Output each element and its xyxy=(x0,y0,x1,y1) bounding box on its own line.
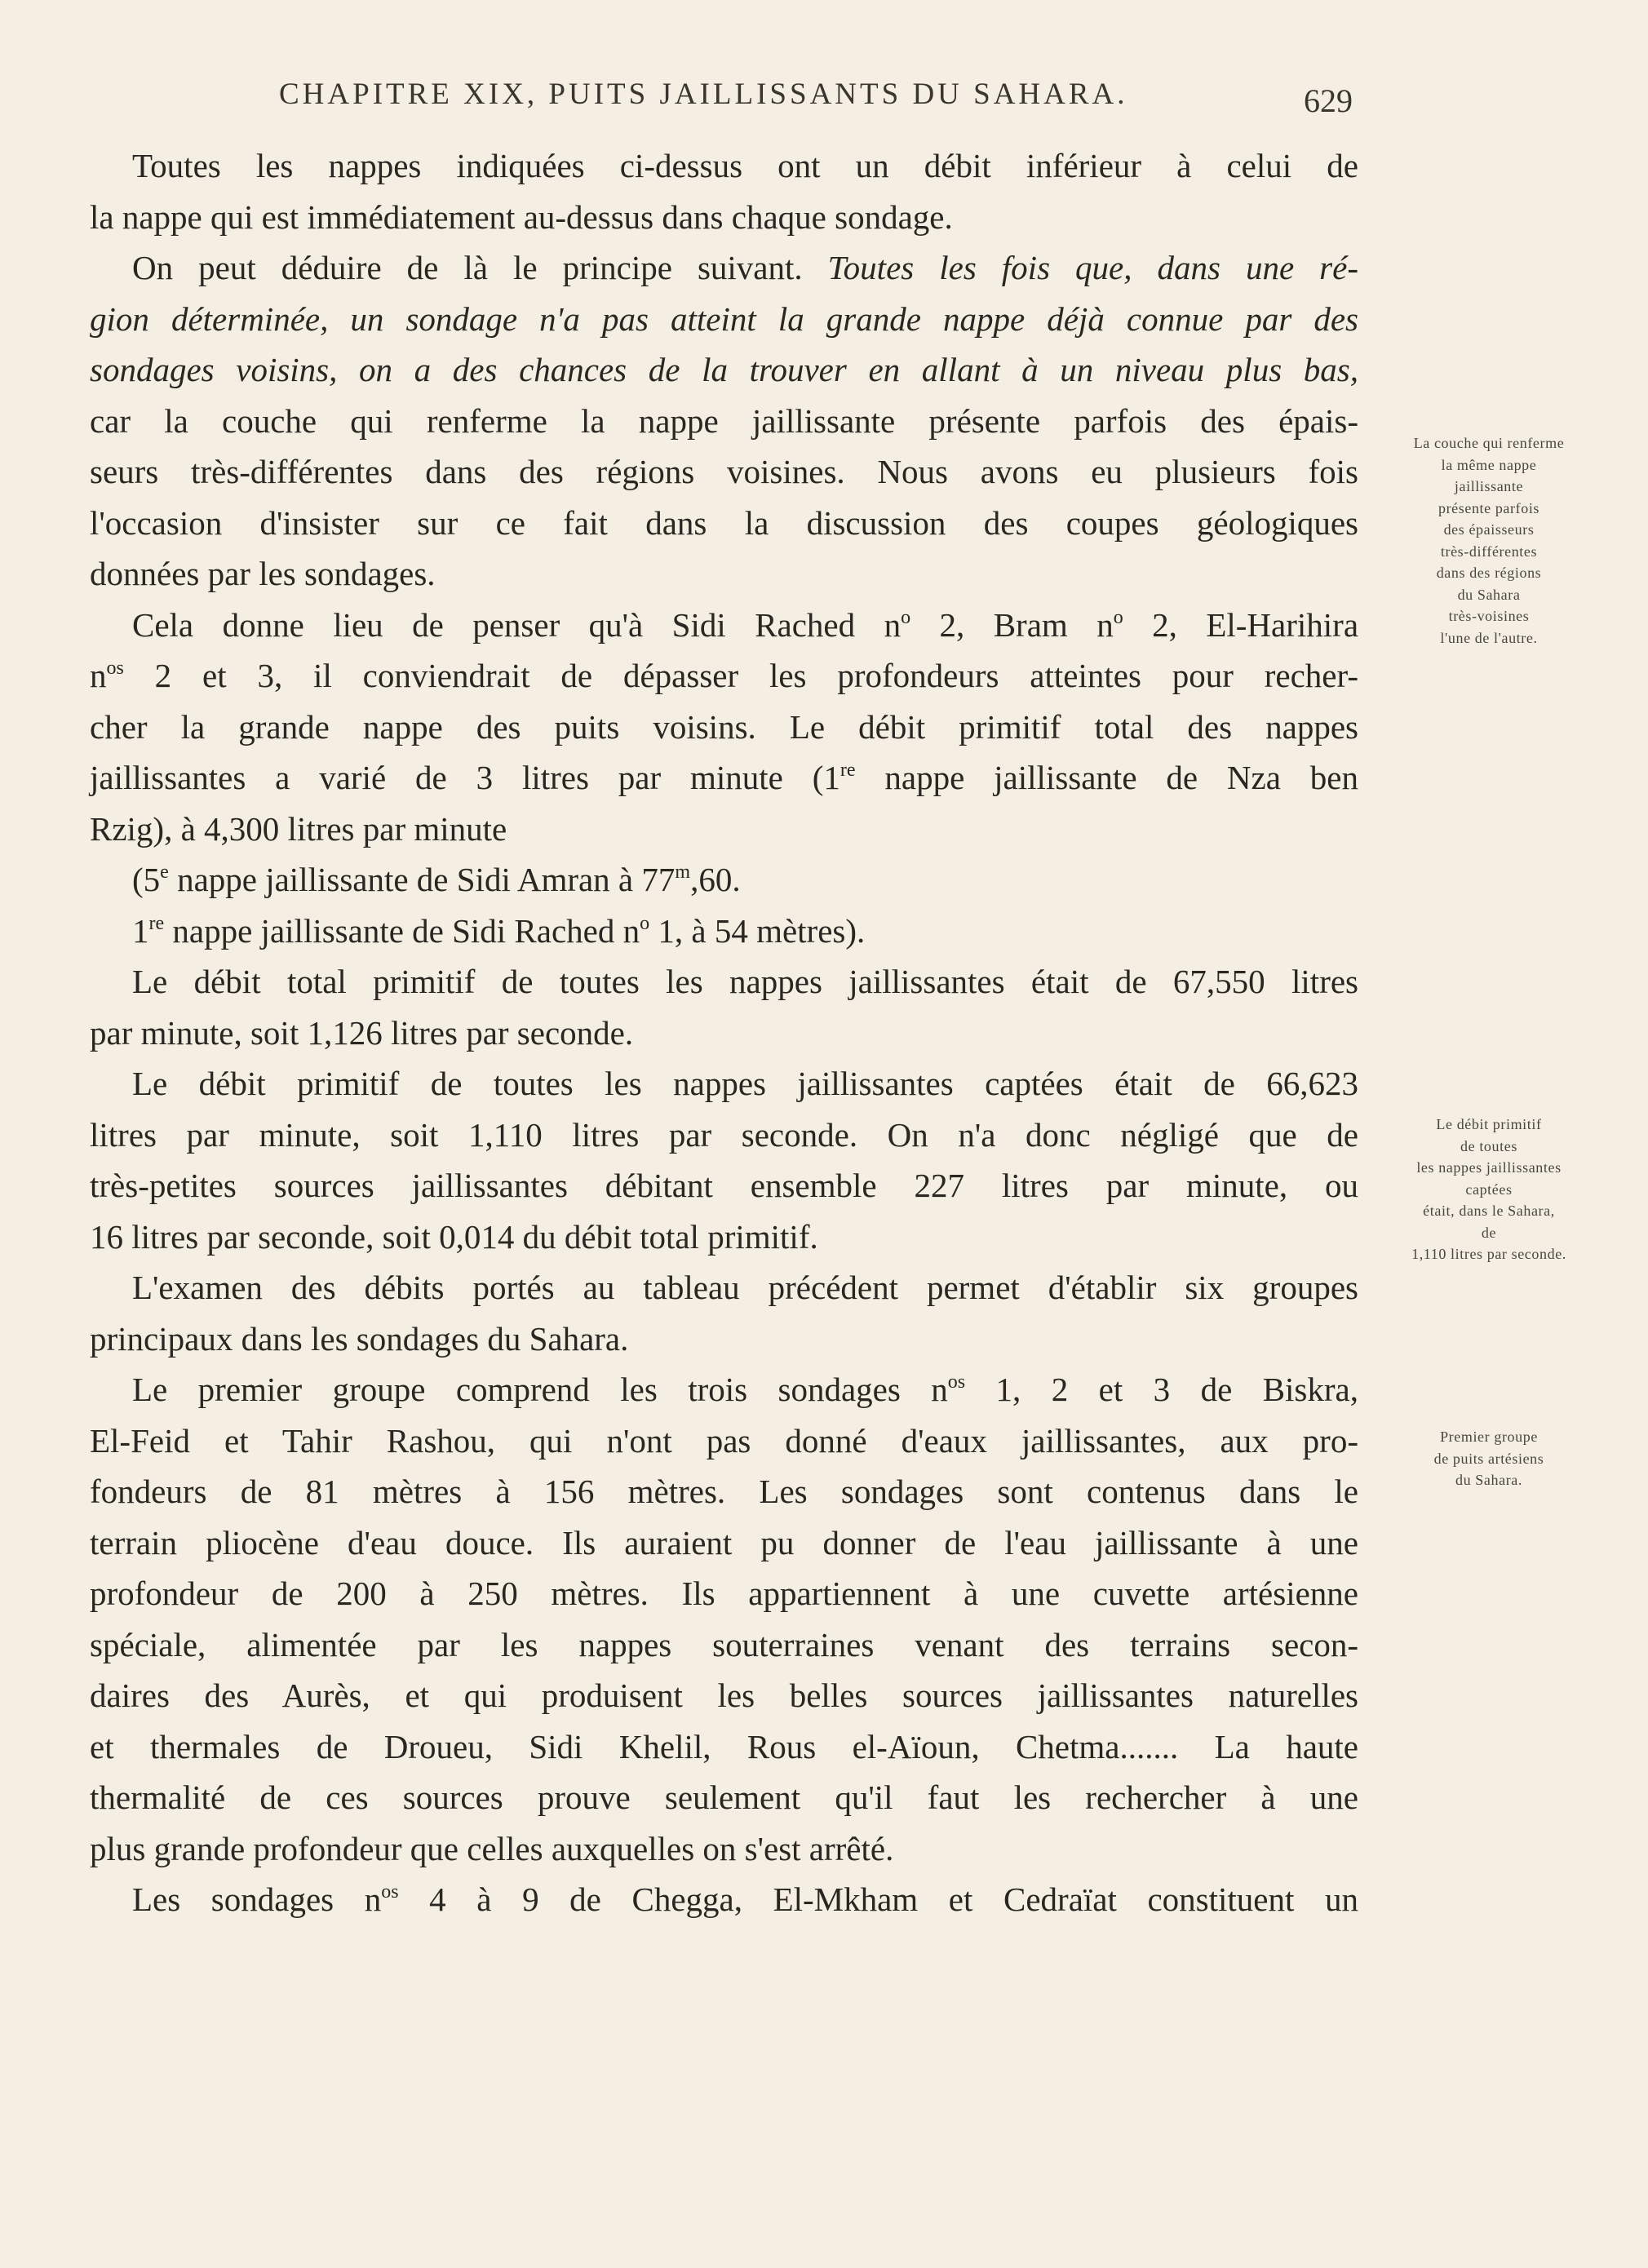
margin-note-line: l'une de l'autre. xyxy=(1440,629,1538,646)
text-line: Rzig), à 4,300 litres par minute xyxy=(90,809,507,848)
superscript: o xyxy=(640,912,650,934)
text-line: la nappe qui est immédiatement au-dessus dans chaque sondage. xyxy=(90,197,953,236)
text-line: principaux dans les sondages du Sahara. xyxy=(90,1319,629,1358)
text-line xyxy=(90,752,1358,804)
text-line xyxy=(90,854,1358,906)
text-line: l'occasion d'insister sur ce fait dans la discussion des coupes géologiques xyxy=(90,503,1358,542)
text-line: L'examen des débits portés au tableau précédent permet d'établir six groupes xyxy=(132,1269,1358,1306)
margin-note xyxy=(1379,1426,1599,1491)
text-line: daires des Aurès, et qui produisent les belles sources jaillissantes naturelles xyxy=(90,1677,1358,1714)
text-line: 16 litres par seconde, soit 0,014 du débit total primitif. xyxy=(90,1217,818,1256)
text-line: spéciale, alimentée par les nappes souterraines venant des terrains secon- xyxy=(90,1625,1358,1663)
text-segment: jaillissantes a varié de 3 litres par minute (1 xyxy=(90,759,840,796)
superscript: o xyxy=(901,606,911,628)
text-segment: nappe jaillissante de Sidi Amran à 77 xyxy=(168,861,676,898)
margin-note-line: des épaisseurs xyxy=(1443,521,1535,538)
margin-note-line: était, dans le Sahara, xyxy=(1423,1203,1555,1219)
text-segment: (5 xyxy=(132,861,161,898)
text-line: Le débit total primitif de toutes les nappes jaillissantes était de 67,550 litres xyxy=(132,963,1358,1000)
text-segment: 2 et 3, il conviendrait de dépasser les profondeurs atteintes pour recher- xyxy=(123,657,1358,694)
text-line: par minute, soit 1,126 litres par seconde. xyxy=(90,1013,634,1052)
text-line: seurs très-différentes dans des régions voisines. Nous avons eu plusieurs fois xyxy=(90,453,1358,490)
text-line: car la couche qui renferme la nappe jaillissante présente parfois des épais- xyxy=(90,401,1358,440)
text-segment: On peut déduire de là le principe suivant. xyxy=(132,249,803,286)
text-segment: 1, à 54 mètres). xyxy=(649,911,866,950)
text-line: gion déterminée, un sondage n'a pas atteint la grande nappe déjà connue par des xyxy=(90,299,1358,338)
text-line: Toutes les nappes indiquées ci-dessus ont un débit inférieur à celui de xyxy=(132,147,1358,184)
margin-note-line: du Sahara xyxy=(1457,586,1521,603)
superscript: e xyxy=(160,862,169,883)
text-segment: Le premier groupe comprend les trois sondages n xyxy=(132,1371,948,1408)
text-segment: nappe jaillissante de Sidi Rached n xyxy=(164,911,640,950)
text-line xyxy=(90,906,1358,957)
text-line xyxy=(90,242,1358,294)
text-segment: Les sondages n xyxy=(132,1880,382,1918)
superscript: re xyxy=(148,912,165,934)
margin-note-line: Premier groupe xyxy=(1440,1429,1538,1445)
text-line: très-petites sources jaillissantes débitant ensemble 227 litres par minute, ou xyxy=(90,1167,1358,1204)
text-line xyxy=(90,1874,1358,1925)
text-line: données par les sondages. xyxy=(90,555,436,592)
superscript: os xyxy=(381,1881,399,1903)
text-segment: Cela donne lieu de penser qu'à Sidi Rached n xyxy=(132,605,902,644)
text-segment: 2, Bram n xyxy=(910,605,1114,644)
margin-note-line: jaillissante xyxy=(1454,478,1524,494)
main-text xyxy=(90,140,1358,1925)
margin-note-line: la même nappe xyxy=(1441,456,1537,473)
margin-note-line: présente parfois xyxy=(1438,499,1540,516)
superscript: re xyxy=(840,760,856,781)
text-line xyxy=(90,600,1358,651)
margin-note-line: de xyxy=(1481,1224,1497,1241)
margin-note-line: Le débit primitif xyxy=(1436,1116,1542,1132)
margin-note-line: très-différentes xyxy=(1440,543,1538,560)
margin-note-line: les nappes jaillissantes xyxy=(1416,1159,1562,1176)
margin-note-line: du Sahara. xyxy=(1455,1472,1522,1488)
text-segment: n xyxy=(90,657,107,694)
superscript: m xyxy=(675,862,691,883)
page-number: 629 xyxy=(1304,82,1353,119)
margin-note-line: dans des régions xyxy=(1436,565,1542,581)
text-line xyxy=(90,1364,1358,1415)
text-line: Le débit primitif de toutes les nappes jaillissantes captées était de 66,623 xyxy=(132,1065,1358,1102)
italic-segment: Toutes les fois que, dans une ré- xyxy=(827,249,1358,286)
superscript: o xyxy=(1113,606,1123,628)
margin-note-line: La couche qui renferme xyxy=(1413,435,1565,451)
text-segment: nappe jaillissante de Nza ben xyxy=(855,759,1358,796)
margin-note-line: de toutes xyxy=(1460,1137,1517,1154)
text-line: fondeurs de 81 mètres à 156 mètres. Les sondages sont contenus dans le xyxy=(90,1473,1358,1510)
running-head xyxy=(90,77,1387,126)
text-line: et thermales de Droueu, Sidi Khelil, Rous el-Aïoun, Chetma....... La haute xyxy=(90,1727,1358,1765)
text-line: thermalité de ces sources prouve seulement qu'il faut les rechercher à une xyxy=(90,1779,1358,1816)
margin-note xyxy=(1379,432,1599,649)
text-line: cher la grande nappe des puits voisins. Le débit primitif total des nappes xyxy=(90,707,1358,746)
margin-note-line: captées xyxy=(1465,1181,1513,1198)
running-title: CHAPITRE XIX, PUITS JAILLISSANTS DU SAHARA. xyxy=(279,78,1128,111)
text-segment: 1 xyxy=(132,911,149,950)
text-line: profondeur de 200 à 250 mètres. Ils appartiennent à une cuvette artésienne xyxy=(90,1575,1358,1612)
text-segment: 2, El-Harihira xyxy=(1123,605,1359,644)
text-line: plus grande profondeur que celles auxquelles on s'est arrêté. xyxy=(90,1829,894,1867)
text-line: El-Feid et Tahir Rashou, qui n'ont pas donné d'eaux jaillissantes, aux pro- xyxy=(90,1421,1358,1460)
text-line xyxy=(90,650,1358,702)
margin-note-line: très-voisines xyxy=(1448,608,1530,624)
margin-note-line: de puits artésiens xyxy=(1433,1450,1544,1467)
text-segment: ,60. xyxy=(690,861,741,898)
text-segment: 4 à 9 de Chegga, El-Mkham et Cedraïat constituent un xyxy=(398,1880,1358,1918)
text-line: terrain pliocène d'eau douce. Ils auraient pu donner de l'eau jaillissante à une xyxy=(90,1523,1358,1561)
margin-note xyxy=(1379,1114,1599,1265)
text-segment: 1, 2 et 3 de Biskra, xyxy=(965,1371,1358,1408)
margin-note-line: 1,110 litres par seconde. xyxy=(1411,1246,1566,1262)
text-line: litres par minute, soit 1,110 litres par seconde. On n'a donc négligé que de xyxy=(90,1115,1358,1154)
text-line: sondages voisins, on a des chances de la trouver en allant à un niveau plus bas, xyxy=(90,351,1358,388)
superscript: os xyxy=(947,1371,966,1393)
superscript: os xyxy=(106,658,124,679)
